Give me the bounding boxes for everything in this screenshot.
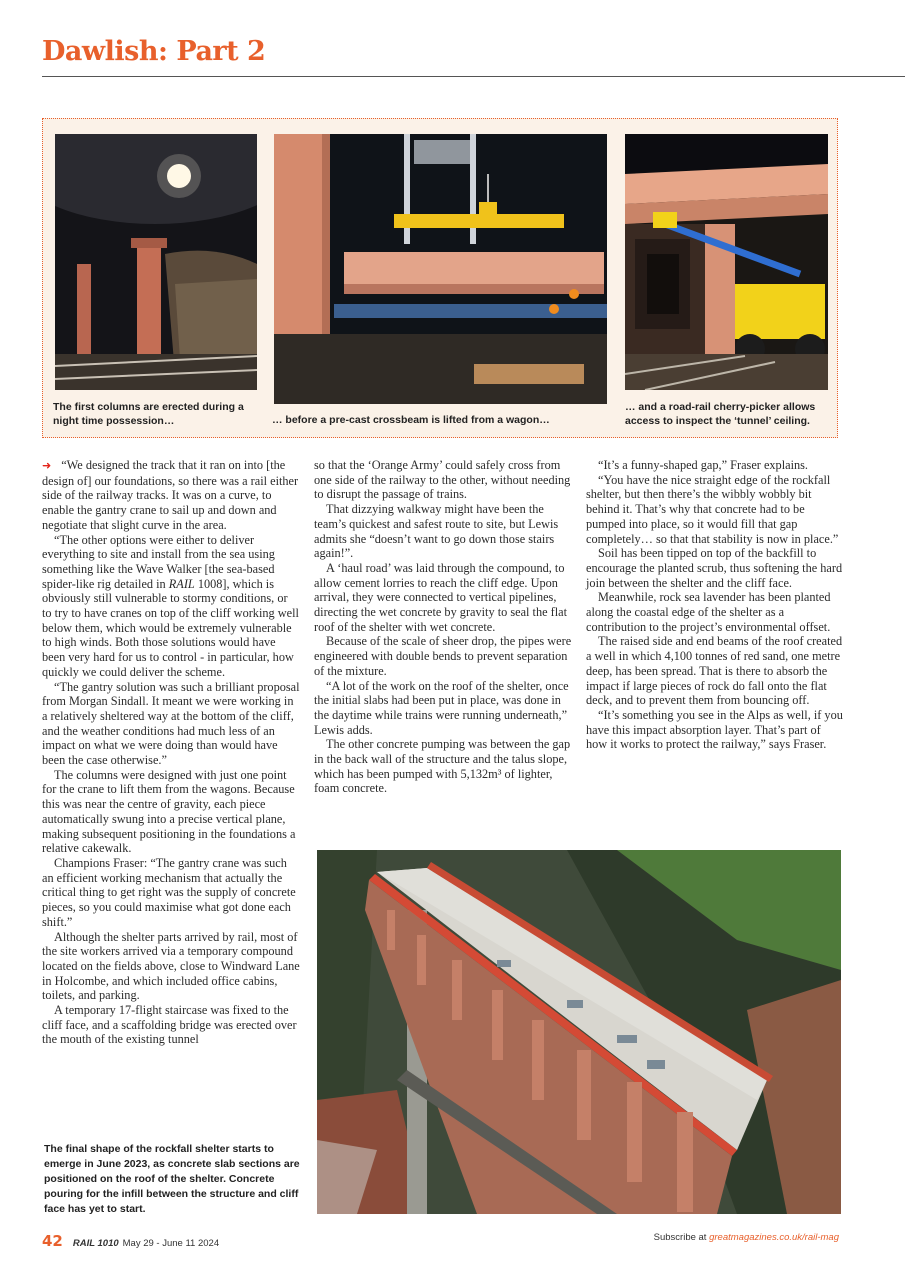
paragraph: “It’s something you see in the Alps as well, if you have this impact absorption layer. That’s part of how it works to protect the railway,” says Fraser. xyxy=(586,707,843,752)
paragraph: The raised side and end beams of the roof created a well in which 4,100 tonnes of red sand, one metre deep, has been spread. That is there to absorb the impact if large pieces of rock do fall onto the flat deck, and to prevent them from bouncing off. xyxy=(586,634,843,708)
main-photo-caption: The final shape of the rockfall shelter starts to emerge in June 2023, as concrete slab sections are positioned on the roof of the shelter. Concrete pouring for the infill between the structure and cliff face has yet to start. xyxy=(44,1143,300,1215)
paragraph: “It’s a funny-shaped gap,” Fraser explains. xyxy=(598,458,809,472)
paragraph: Because of the scale of sheer drop, the pipes were engineered with double bends to prevent separation of the mixture. xyxy=(314,634,572,678)
paragraph: “You have the nice straight edge of the rockfall shelter, but then there’s the wibbly wobbly bit behind it. That’s why that concrete had to be pumped into place, so it would fill that gap completely… so that that stability is now in place.” xyxy=(586,472,839,546)
photo-strip xyxy=(42,118,838,438)
paragraph: “We designed the track that it ran on into [the design of] our foundations, so there was a rail either side of the railway tracks. It was on a curve, to enable the gantry crane to sail up and down and negotiate that slight curve in the area. xyxy=(42,458,299,532)
paragraph: “A lot of the work on the roof of the shelter, once the initial slabs had been put in place, was done in the daytime while trains were running underneath,” Lewis adds. xyxy=(314,678,569,737)
magazine-issue: RAIL 1010 xyxy=(72,1238,119,1249)
footer-left xyxy=(42,1232,219,1250)
paragraph: Soil has been tipped on top of the backfill to encourage the planted scrub, thus softening the hard join between the shelter and the cliff face. xyxy=(586,546,843,590)
paragraph: “The gantry solution was such a brilliant proposal from Morgan Sindall. It meant we were working in a relatively sheltered way at the bottom of the cliff, and the weather conditions had much less of an impact on what we were doing than would have been the case otherwise.” xyxy=(42,679,300,768)
right-arrow-icon: ➜ xyxy=(42,459,52,472)
photo-aerial-shelter xyxy=(317,850,841,1214)
magazine-reference: RAIL xyxy=(168,576,195,591)
subscribe-text: Subscribe at xyxy=(653,1232,710,1243)
photo-caption-1: The first columns are erected during a night time possession… xyxy=(53,401,244,427)
paragraph: A temporary 17-flight staircase was fixed to the cliff face, and a scaffolding bridge was erected over the mouth of the existing tunnel xyxy=(42,1003,297,1047)
paragraph: “The other options were either to deliver everything to site and install from the sea using something like the Wave Walker [the sea-based spider-like rig detailed in xyxy=(42,532,275,591)
paragraph: so that the ‘Orange Army’ could safely cross from one side of the railway to the other, without needing to disrupt the passage of trains. xyxy=(314,458,571,502)
paragraph: That dizzying walkway might have been the team’s quickest and safest route to site, but Lewis admits she “doesn’t want to go down those stairs again!”. xyxy=(314,502,559,561)
paragraph: Champions Fraser: “The gantry crane was such an efficient working mechanism that actually the critical thing to get right was the supply of concrete pieces, so you could maximise what got done each shift.” xyxy=(42,855,296,929)
photo-cherry-picker xyxy=(625,134,828,390)
title-divider xyxy=(42,76,905,77)
article-column-2 xyxy=(314,458,572,796)
article-column-1 xyxy=(42,458,300,1047)
paragraph: Although the shelter parts arrived by rail, most of the site workers arrived via a temporary compound located on the fields above, close to Windward Lane in Holcombe, and which included office cabins, toilets, and parking. xyxy=(42,929,300,1003)
footer-right xyxy=(654,1232,839,1243)
article-column-3 xyxy=(586,458,844,752)
photo-caption-3: … and a road-rail cherry-picker allows access to inspect the ‘tunnel’ ceiling. xyxy=(625,401,816,427)
subscribe-link[interactable]: greatmagazines.co.uk/rail-mag xyxy=(709,1232,839,1243)
page-title: Dawlish: Part 2 xyxy=(42,36,266,67)
paragraph: 1008], which is obviously still vulnerable to stormy conditions, or to try to have cranes on top of the cliff working well below them, which would be extremely vulnerable to high winds. Both those solutions would have been very hard for us to control - in particular, how quickly we could deliver the scheme. xyxy=(42,576,299,679)
paragraph: A ‘haul road’ was laid through the compound, to allow cement lorries to reach the cliff edge. Upon arrival, they were connected to vertical pipelines, directing the wet concrete by gravity to seal the flat roof of the shelter with wet concrete. xyxy=(314,560,568,634)
issue-date: May 29 - June 11 2024 xyxy=(122,1238,220,1249)
photo-caption-2: … before a pre-cast crossbeam is lifted from a wagon… xyxy=(272,414,550,426)
page-number: 42 xyxy=(42,1232,63,1250)
paragraph: The other concrete pumping was between the gap in the back wall of the structure and the talus slope, which has been pumped with 5,132m³ of lighter, foam concrete. xyxy=(314,737,571,796)
paragraph: The columns were designed with just one point for the crane to lift them from the wagons. Because this was near the centre of gravity, each piece automatically swung into a precise vertical plane, making subsequent positioning in the foundations a relative cakewalk. xyxy=(42,767,296,856)
paragraph: Meanwhile, rock sea lavender has been planted along the coastal edge of the shelter as a contribution to the project’s environmental offset. xyxy=(586,590,831,634)
photo-night-columns xyxy=(55,134,257,390)
photo-crossbeam-lift xyxy=(274,134,607,404)
